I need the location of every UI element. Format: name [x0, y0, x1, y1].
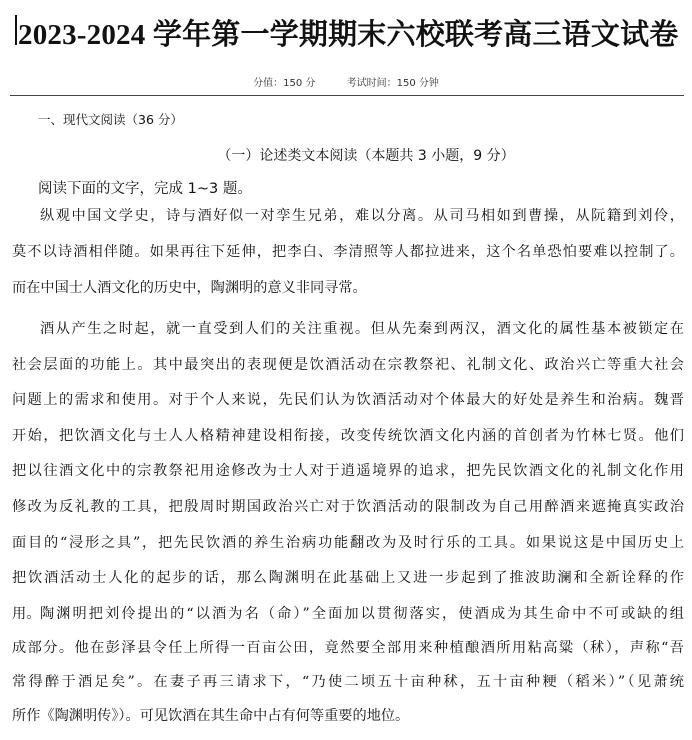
- paragraph-line: 所作《陶渊明传》）。可见饮酒在其生命中占有何等重要的地位。: [12, 708, 410, 724]
- exam-meta: [0, 74, 692, 89]
- score-info: 分值：150 分: [253, 78, 316, 89]
- paragraph-2: [12, 319, 684, 639]
- paragraph-line: 而在中国士人酒文化的历史中，陶渊明的意义非同寻常。: [12, 280, 367, 296]
- text-cursor: [15, 15, 17, 45]
- paragraph-line: 莫不以诗酒相伴随。如果再往下延伸，把李白、李清照等人都拉进来，这个名单恐怕要难以控制了。: [12, 244, 684, 260]
- time-info: 考试时间：150 分钟: [346, 78, 439, 89]
- paragraph-line: 成部分。他在彭泽县令任上所得一百亩公田，竟然要全部用来种植酿酒所用粘高粱（秫），声称“吾: [12, 640, 684, 656]
- paragraph-line: 用。: [12, 605, 41, 622]
- section-subheading: （一）论述类文本阅读（本题共 3 小题，9 分）: [217, 148, 515, 164]
- paragraph-line: 开始，把饮酒文化与士人人格精神建设相衔接，改变传统饮酒文化内涵的首创者为竹林七贤。他们: [12, 427, 684, 444]
- paragraph-line: 修改为反礼教的工具，把殷周时期国政治兴亡对于饮酒活动的限制改为自己用醉酒来遮掩真实政治: [12, 498, 684, 515]
- paragraph-line: 面目的“浸形之具”，把先民饮酒的养生治病功能翻改为及时行乐的工具。如果说这是中国历史上: [12, 534, 684, 551]
- paragraph-line: 常得醉于酒足矣”。在妻子再三请求下，“乃使二顷五十亩种秫，五十亩种粳（稻米）”（见萧统: [12, 674, 684, 690]
- paragraph-line: 把饮酒活动士人化的起步的话，那么陶渊明在此基础上又进一步起到了推波助澜和全新诠释的作: [12, 570, 684, 587]
- paragraph-line: 陶渊明把刘伶提出的“以酒为名（命）”全面加以贯彻落实，使酒成为其生命中不可或缺的组: [40, 606, 684, 622]
- paragraph-line: 把以往酒文化中的宗教祭祀用途修改为士人对于逍遥境界的追求，把先民饮酒文化的礼制文化作用: [12, 463, 684, 480]
- paragraph-line: 酒从产生之时起，就一直受到人们的关注重视。但从先秦到两汉，酒文化的属性基本被锁定在: [40, 321, 684, 337]
- section-heading: 一、现代文阅读（36 分）: [38, 112, 183, 127]
- paragraph-line: 社会层面的功能上。其中最突出的表现便是饮酒活动在宗教祭祀、礼制文化、政治兴亡等重大社会: [12, 356, 684, 373]
- instruction: 阅读下面的文字，完成 1~3 题。: [38, 181, 252, 197]
- header-divider: [10, 95, 684, 96]
- paragraph-1: [12, 206, 684, 314]
- paragraph-line: 纵观中国文学史，诗与酒好似一对孪生兄弟，难以分离。从司马相如到曹操，从阮籍到刘伶，: [40, 208, 684, 224]
- paragraph-3: [12, 604, 684, 740]
- paragraph-line: 问题上的需求和使用。对于个人来说，先民们认为饮酒活动对个体最大的好处是养生和治病。魏晋: [12, 392, 684, 409]
- document-title: 2023-2024 学年第一学期期末六校联考高三语文试卷: [18, 19, 679, 51]
